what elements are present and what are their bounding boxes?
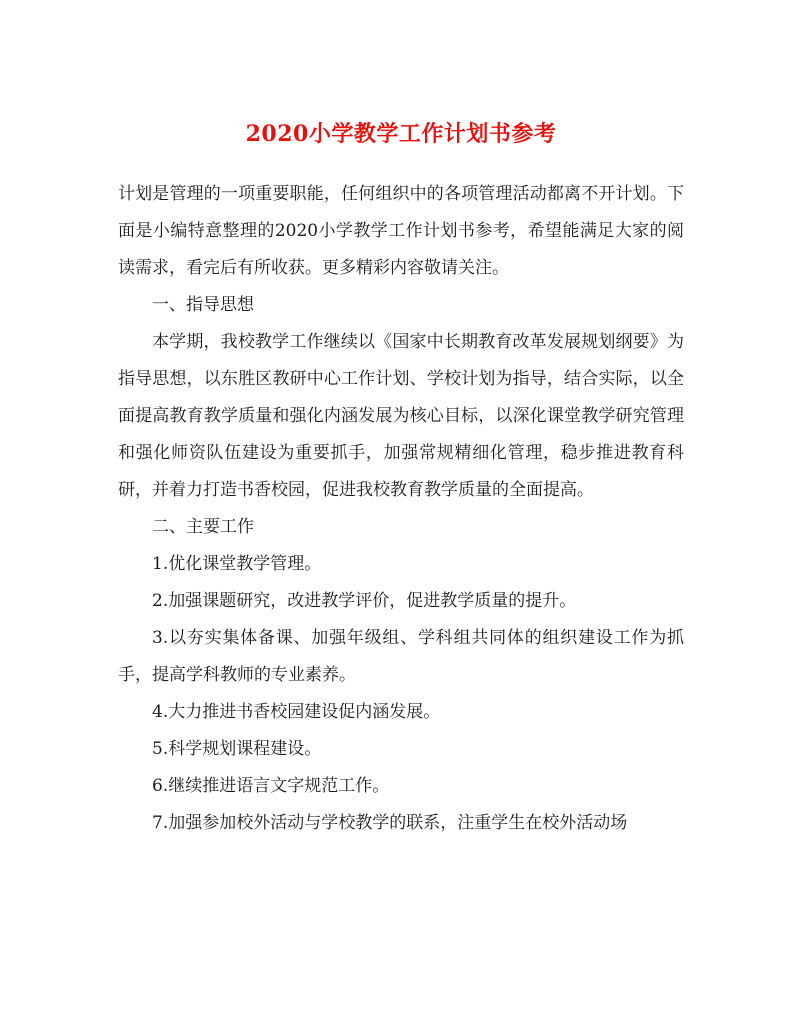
- document-title: 2020小学教学工作计划书参考: [245, 120, 557, 147]
- section-heading-guiding-ideology: 一、指导思想: [152, 295, 254, 315]
- guiding-ideology-paragraph: 本学期，我校教学工作继续以《国家中长期教育改革发展规划纲要》为指导思想，以东胜区教研中心工作计划、学校计划为指导，结合实际，以全面提高教育教学质量和强化内涵发展为核心目标，以深化课堂教学研究管理和强化师资队伍建设为重要抓手，加强常规精细化管理，稳步推进教育科研，并着力打造书香校园，促进我校教育教学质量的全面提高。: [118, 332, 684, 500]
- list-item: 3.以夯实集体备课、加强年级组、学科组共同体的组织建设工作为抓手，提高学科教师的专业素养。: [118, 628, 684, 685]
- list-item: 4.大力推进书香校园建设促内涵发展。: [152, 702, 441, 722]
- list-item: 2.加强课题研究，改进教学评价，促进教学质量的提升。: [152, 591, 577, 611]
- list-item: 7.加强参加校外活动与学校教学的联系，注重学生在校外活动场: [152, 813, 628, 833]
- list-item: 1.优化课堂教学管理。: [152, 554, 322, 574]
- list-item: 6.继续推进语言文字规范工作。: [152, 776, 390, 796]
- list-item: 5.科学规划课程建设。: [152, 739, 322, 759]
- intro-paragraph: 计划是管理的一项重要职能，任何组织中的各项管理活动都离不开计划。下面是小编特意整理的2020小学教学工作计划书参考，希望能满足大家的阅读需求，看完后有所收获。更多精彩内容敬请关注。: [118, 184, 684, 278]
- document-body: [118, 176, 684, 842]
- section-heading-main-work: 二、主要工作: [152, 517, 254, 537]
